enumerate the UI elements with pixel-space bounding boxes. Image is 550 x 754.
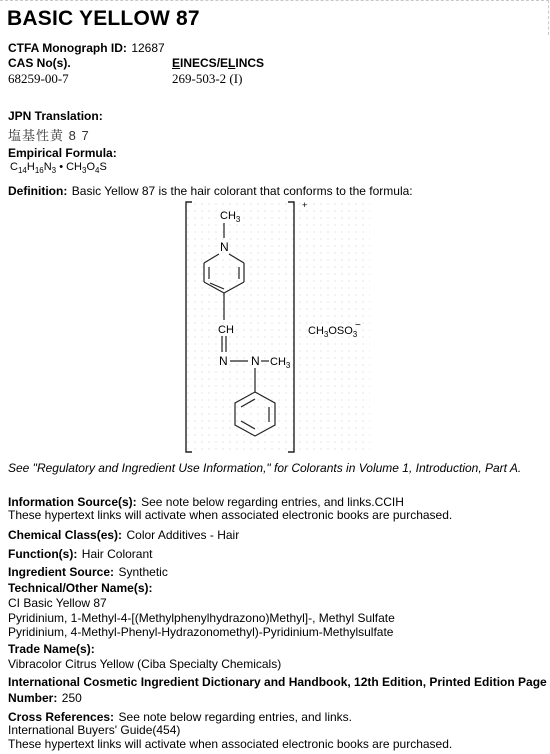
ingredient-source-value: Synthetic bbox=[118, 565, 168, 579]
formula-h-count: 16 bbox=[34, 166, 44, 176]
chemical-class-row bbox=[8, 526, 239, 544]
ring-nitrogen-label: N bbox=[220, 240, 229, 254]
chemical-class-label: Chemical Class(es): bbox=[8, 528, 123, 542]
top-methyl-label: $CH_3$ bbox=[220, 210, 241, 224]
n-methyl-subscript: 3 bbox=[285, 361, 291, 370]
formula-salt-o-count: 4 bbox=[95, 166, 100, 176]
anion-oso: OSO bbox=[328, 325, 353, 337]
jpn-value: 塩基性黄 8 7 bbox=[8, 128, 90, 143]
technical-name-item: CI Basic Yellow 87 bbox=[8, 596, 107, 610]
definition-text: Basic Yellow 87 is the hair colorant that conforms to the formula: bbox=[71, 184, 413, 198]
functions-label: Function(s): bbox=[8, 547, 78, 561]
jpn-label: JPN Translation: bbox=[8, 109, 103, 123]
anion-ch-subscript: 3 bbox=[323, 330, 329, 339]
formula-salt-o: O bbox=[86, 161, 96, 173]
dictionary-page-row bbox=[8, 689, 82, 707]
hydrazone-n-right: N bbox=[251, 354, 260, 368]
formula-salt-ch: CH bbox=[66, 161, 82, 173]
cross-refs-buyers-guide[interactable]: International Buyers' Guide(454) bbox=[8, 723, 181, 737]
anion-charge: − bbox=[355, 320, 361, 331]
cation-charge: + bbox=[302, 200, 308, 210]
trade-names-label: Trade Name(s): bbox=[8, 642, 95, 656]
technical-name-item: Pyridinium, 4-Methyl-Phenyl-Hydrazonomethyl)-Pyridinium-Methylsulfate bbox=[8, 625, 394, 639]
formula-dot: • bbox=[59, 161, 64, 173]
see-note: See "Regulatory and Ingredient Use Information," for Colorants in Volume 1, Introduction, Part A. bbox=[8, 461, 522, 475]
cross-refs-note: These hypertext links will activate when associated electronic books are purchased. bbox=[8, 737, 453, 751]
definition-label: Definition: bbox=[8, 184, 68, 198]
ctfa-value: 12687 bbox=[131, 41, 165, 55]
chemical-class-value: Color Additives - Hair bbox=[126, 528, 240, 542]
trade-name-item: Vibracolor Citrus Yellow (Ciba Specialty Chemicals) bbox=[8, 657, 282, 671]
anion-o-subscript: 3 bbox=[352, 330, 358, 339]
formula-salt-s: S bbox=[99, 161, 107, 173]
dictionary-page-value: 250 bbox=[61, 691, 82, 705]
formula-h: H bbox=[26, 161, 35, 173]
methine-label: CH bbox=[218, 324, 234, 336]
technical-names-label: Technical/Other Name(s): bbox=[8, 581, 153, 595]
formula-salt-ch-count: 3 bbox=[82, 166, 87, 176]
hydrazone-n-left: N bbox=[219, 354, 228, 368]
info-source-text: See note below regarding entries, and links.CCIH bbox=[141, 495, 404, 509]
cas-label: CAS No(s). bbox=[8, 56, 71, 70]
ctfa-label: CTFA Monograph ID: bbox=[8, 41, 127, 55]
info-source-label: Information Source(s): bbox=[8, 495, 137, 509]
functions-value: Hair Colorant bbox=[81, 547, 153, 561]
cross-refs-label: Cross References: bbox=[8, 710, 115, 724]
empirical-label: Empirical Formula: bbox=[8, 146, 117, 160]
top-methyl-subscript: 3 bbox=[235, 215, 241, 224]
dictionary-label-line2: Number: bbox=[8, 691, 58, 705]
dictionary-label-line1: International Cosmetic Ingredient Dictionary and Handbook, 12th Edition, Printed Edition Page bbox=[8, 675, 547, 689]
ingredient-source-row bbox=[8, 563, 168, 581]
cas-value: 68259-00-7 bbox=[8, 71, 69, 86]
ingredient-source-label: Ingredient Source: bbox=[8, 565, 115, 579]
empirical-formula bbox=[10, 161, 107, 175]
einecs-value: 269-503-2 (I) bbox=[172, 71, 243, 86]
functions-row bbox=[8, 545, 152, 563]
technical-name-item: Pyridinium, 1-Methyl-4-[(Methylphenylhydrazono)Methyl]-, Methyl Sulfate bbox=[8, 611, 395, 625]
anion-label: $CH_3OSO_3$ bbox=[308, 325, 358, 339]
formula-n: N bbox=[43, 161, 52, 173]
cross-refs-text: See note below regarding entries, and links. bbox=[118, 710, 352, 724]
formula-n-count: 3 bbox=[51, 166, 57, 176]
title-bar bbox=[0, 0, 549, 35]
info-source-note: These hypertext links will activate when associated electronic books are purchased. bbox=[8, 508, 453, 522]
ctfa-row bbox=[8, 39, 165, 57]
n-methyl-label: $CH_3$ bbox=[270, 356, 291, 370]
formula-c: C bbox=[10, 161, 18, 173]
chemical-structure bbox=[180, 196, 380, 458]
einecs-label: EINECS/ELINCS bbox=[172, 56, 265, 70]
formula-c-count: 14 bbox=[17, 166, 27, 176]
page-title: BASIC YELLOW 87 bbox=[7, 7, 200, 30]
